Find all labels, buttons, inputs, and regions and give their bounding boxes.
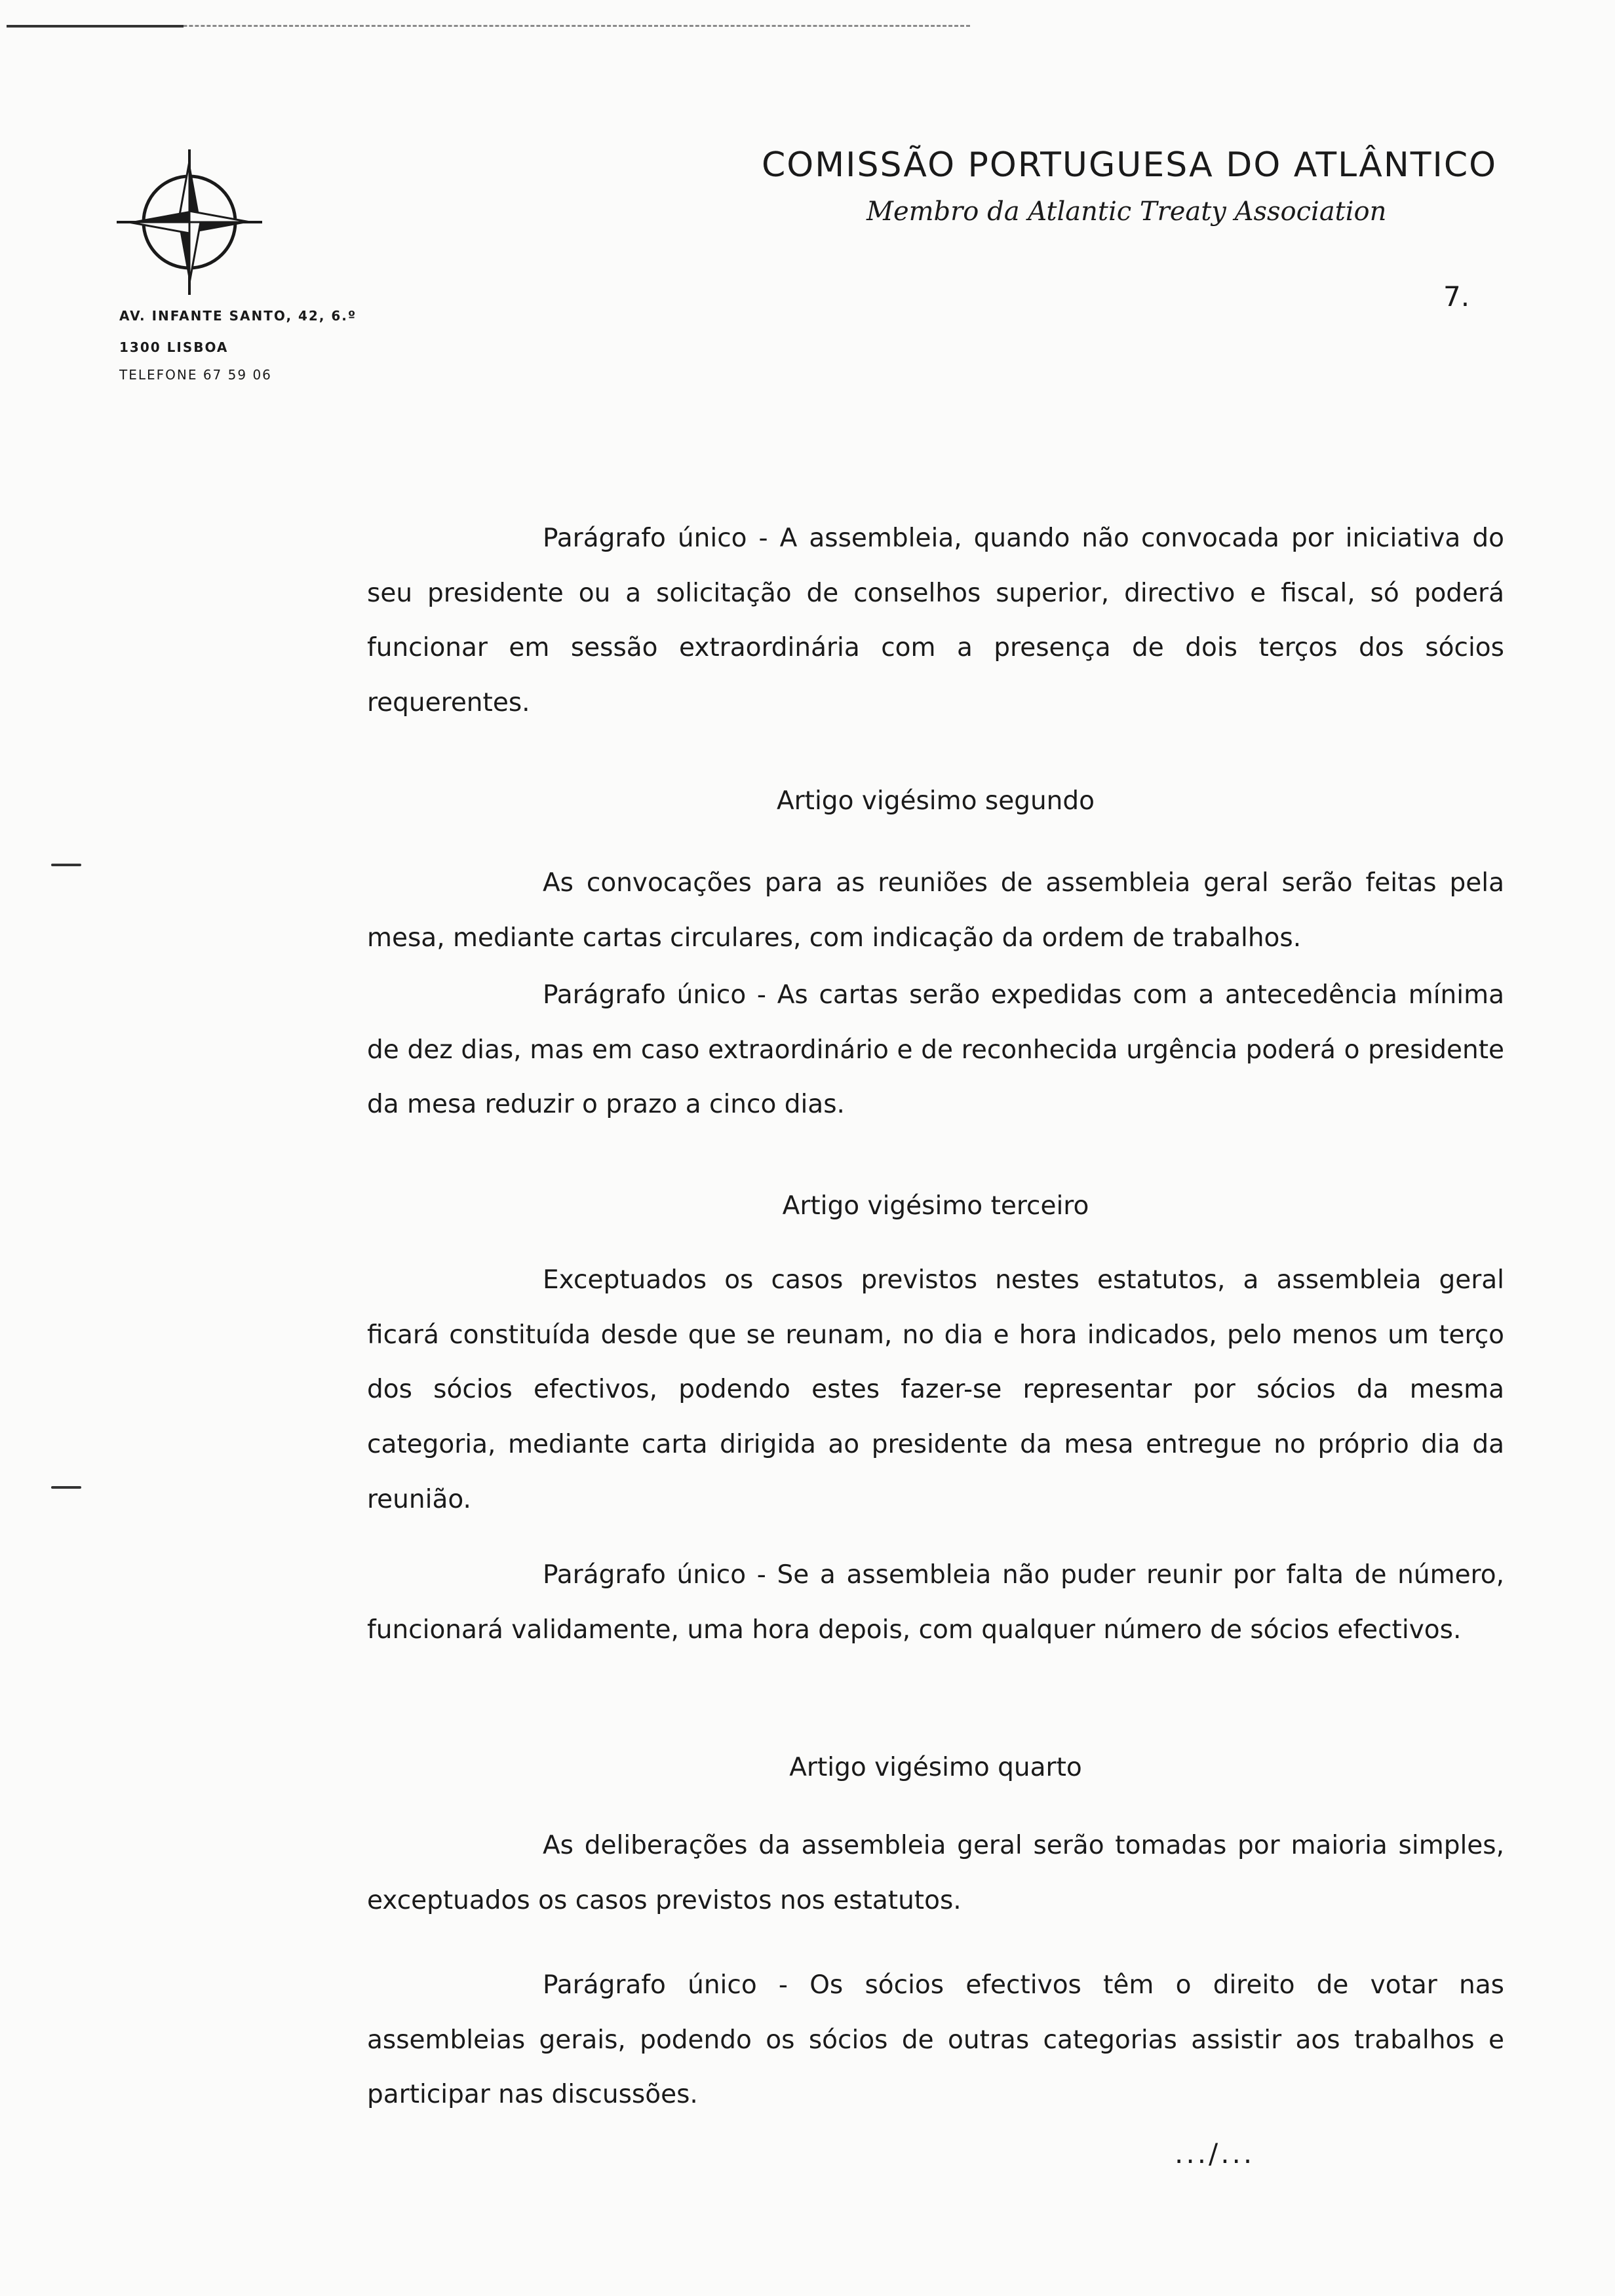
address-street: AV. INFANTE SANTO, 42, 6.º — [119, 308, 357, 324]
scan-edge-line-dark — [7, 25, 184, 28]
punch-mark — [51, 864, 81, 866]
article-heading-24: Artigo vigésimo quarto — [789, 1753, 1082, 1782]
address-phone: TELEFONE 67 59 06 — [119, 367, 272, 383]
address-city: 1300 LISBOA — [119, 339, 229, 355]
nato-compass-rose-icon — [117, 149, 262, 295]
punch-mark — [51, 1486, 81, 1489]
organization-title: COMISSÃO PORTUGUESA DO ATLÂNTICO — [762, 145, 1498, 185]
page-number: 7. — [1443, 280, 1470, 313]
paragraph-single-2: Parágrafo único - As cartas serão expedidas com a antecedência mínima de dez dias, mas em caso extraordinário e de reconhecida urgência poderá o presidente da mesa reduzir o prazo a cinco dias. — [367, 980, 1504, 1120]
article-heading-23: Artigo vigésimo terceiro — [782, 1191, 1089, 1221]
paragraph-single-3: Parágrafo único - Se a assembleia não puder reunir por falta de número, funcionará validamente, uma hora depois, com qualquer número de sócios efectivos. — [367, 1560, 1504, 1645]
paragraph-quorum: Exceptuados os casos previstos nestes estatutos, a assembleia geral ficará constituída desde que se reunam, no dia e hora indicados, pelo menos um terço dos sócios efectivos, podendo estes fazer-se representar por sócios da mesma categoria, mediante carta dirigida ao presidente da mesa entregue no próprio dia da reunião. — [367, 1265, 1504, 1514]
paragraph-convocacoes: As convocações para as reuniões de assembleia geral serão feitas pela mesa, mediante cartas circulares, com indicação da ordem de trabalhos. — [367, 868, 1504, 953]
article-heading-22: Artigo vigésimo segundo — [776, 786, 1095, 816]
paragraph-single-1: Parágrafo único - A assembleia, quando não convocada por iniciativa do seu presidente ou a solicitação de conselhos superior, directivo e fiscal, só poderá funcionar em sessão extraordinária com a presença de dois terços dos sócios requerentes. — [367, 524, 1504, 718]
paragraph-single-4: Parágrafo único - Os sócios efectivos têm o direito de votar nas assembleias gerais, podendo os sócios de outras categorias assistir aos trabalhos e participar nas discussões. — [367, 1970, 1504, 2110]
continuation-mark: .../... — [1175, 2137, 1255, 2170]
membership-subtitle: Membro da Atlantic Treaty Association — [866, 197, 1387, 227]
paragraph-deliberacoes: As deliberações da assembleia geral serão tomadas por maioria simples, exceptuados os casos previstos nos estatutos. — [367, 1831, 1504, 1915]
